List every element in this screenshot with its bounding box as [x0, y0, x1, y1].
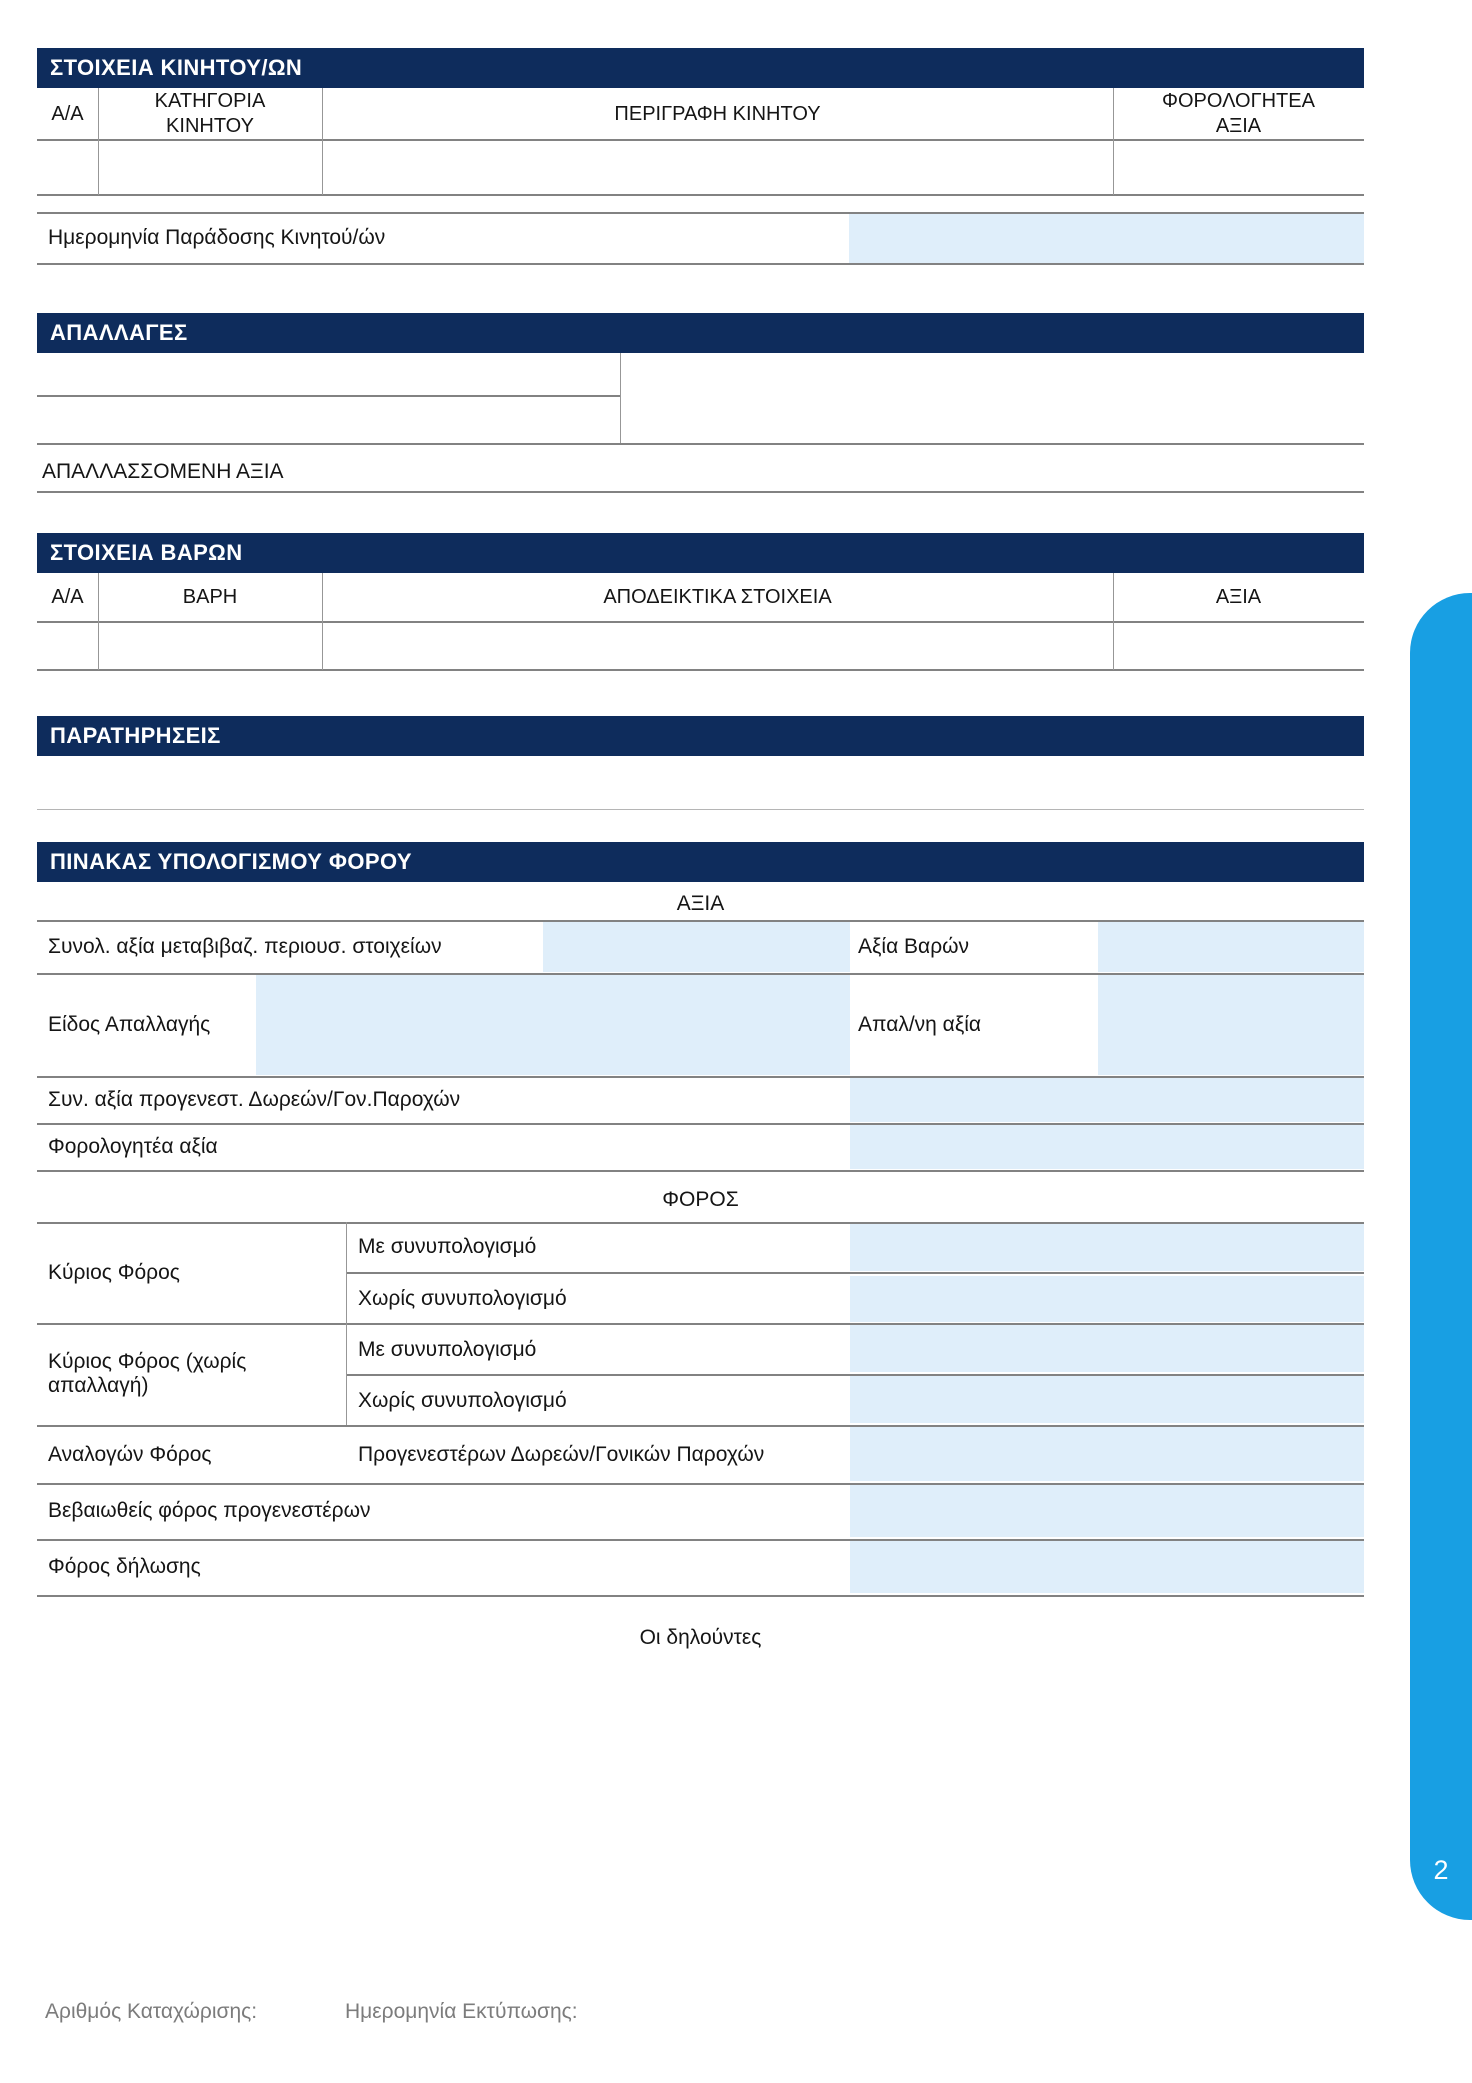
main-tax-with-field[interactable] [850, 1224, 1364, 1271]
total-value-field[interactable] [543, 922, 850, 972]
divider-line [346, 1222, 347, 1425]
burdens-cell-burden[interactable] [98, 623, 322, 669]
total-value-label: Συνολ. αξία μεταβιβαζ. περιουσ. στοιχείων [48, 934, 442, 958]
page-number: 2 [1433, 1855, 1449, 1885]
main-tax-without-label: Χωρίς συνυπολογισμό [358, 1286, 567, 1310]
burdens-col-evidence: ΑΠΟΔΕΙΚΤΙΚΑ ΣΤΟΙΧΕΙΑ [603, 585, 832, 608]
movables-col-taxable-value: ΦΟΡΟΛΟΓΗΤΕΑ ΑΞΙΑ [1162, 90, 1315, 137]
section-header-movables [37, 48, 1364, 88]
divider-line [37, 621, 1364, 623]
divider-line [37, 973, 1364, 975]
divider-line [37, 809, 1364, 810]
movables-cell-description[interactable] [322, 141, 1113, 193]
burdens-col-value: ΑΞΙΑ [1215, 585, 1262, 608]
exemptions-cell-right[interactable] [621, 353, 1364, 443]
section-title: ΑΠΑΛΛΑΓΕΣ [50, 320, 188, 345]
section-title: ΣΤΟΙΧΕΙΑ ΚΙΝΗΤΟΥ/ΩΝ [50, 55, 303, 80]
burdens-cell-evidence[interactable] [322, 623, 1113, 669]
prior-donations-field[interactable] [850, 1078, 1364, 1122]
delivery-date-field[interactable] [849, 214, 1364, 263]
assessed-prior-tax-label: Βεβαιωθείς φόρος προγενεστέρων [48, 1499, 371, 1522]
main-tax-no-exemption-without-field[interactable] [850, 1376, 1364, 1423]
exempted-value-label: Απαλ/νη αξία [858, 1012, 982, 1036]
burdens-col-aa: Α/Α [51, 585, 84, 608]
remarks-area[interactable] [37, 756, 1364, 808]
main-tax-no-exemption-with-field[interactable] [850, 1325, 1364, 1372]
main-tax-without-field[interactable] [850, 1276, 1364, 1322]
main-tax-label: Κύριος Φόρος [48, 1260, 180, 1284]
burdens-cell-aa[interactable] [37, 623, 98, 669]
exemption-type-label: Είδος Απαλλαγής [48, 1012, 211, 1036]
burdens-cell-value[interactable] [1113, 623, 1364, 669]
main-tax-no-exemption-label: Κύριος Φόρος (χωρίς απαλλαγή) [48, 1350, 247, 1397]
exempted-value-field[interactable] [1098, 975, 1364, 1075]
main-tax-no-exemption-without-label: Χωρίς συνυπολογισμό [358, 1388, 567, 1412]
divider-line [37, 263, 1364, 265]
movables-cell-taxable-value[interactable] [1113, 141, 1364, 193]
declaration-tax-label: Φόρος δήλωσης [48, 1555, 201, 1578]
tax-section-heading: ΦΟΡΟΣ [662, 1188, 739, 1211]
movables-cell-category[interactable] [98, 141, 322, 193]
print-date-label: Ημερομηνία Εκτύπωσης: [345, 2000, 578, 2023]
main-tax-no-exemption-with-label: Με συνυπολογισμό [358, 1337, 537, 1361]
section-header-burdens [37, 533, 1364, 573]
proportional-tax-label: Αναλογών Φόρος [48, 1443, 212, 1466]
divider-line [37, 1539, 1364, 1541]
exemption-type-field[interactable] [256, 975, 850, 1075]
section-header-exemptions [37, 313, 1364, 353]
taxable-value-label: Φορολογητέα αξία [48, 1134, 218, 1158]
declarants-label: Οι δηλούντες [639, 1626, 762, 1649]
divider-line [37, 443, 1364, 445]
divider-line [37, 1595, 1364, 1597]
movables-cell-aa[interactable] [37, 141, 98, 193]
divider-line [37, 669, 1364, 671]
value-section-heading: ΑΞΙΑ [676, 892, 725, 915]
prior-donations-label: Συν. αξία προγενεστ. Δωρεών/Γον.Παροχών [48, 1087, 461, 1111]
assessed-prior-tax-field[interactable] [850, 1485, 1364, 1537]
divider-line [37, 1123, 1364, 1125]
section-header-remarks [37, 716, 1364, 756]
divider-line [37, 1222, 1364, 1224]
divider-line [37, 1170, 1364, 1172]
divider-line [37, 194, 1364, 196]
burden-value-field[interactable] [1098, 922, 1364, 972]
taxable-value-field[interactable] [850, 1125, 1364, 1169]
burden-value-label: Αξία Βαρών [858, 934, 970, 958]
main-tax-with-label: Με συνυπολογισμό [358, 1235, 537, 1258]
exemptions-cell-r2c1[interactable] [37, 397, 620, 443]
section-header-tax-calculation [37, 842, 1364, 882]
page-number-tab [1410, 593, 1472, 1920]
section-title: ΠΙΝΑΚΑΣ ΥΠΟΛΟΓΙΣΜΟΥ ΦΟΡΟΥ [50, 849, 412, 874]
movables-col-category: ΚΑΤΗΓΟΡΙΑ ΚΙΝΗΤΟΥ [154, 90, 266, 137]
proportional-tax-field[interactable] [850, 1427, 1364, 1481]
registration-number-label: Αριθμός Καταχώρισης: [45, 2000, 258, 2023]
declaration-tax-field[interactable] [850, 1541, 1364, 1593]
exemptions-cell-r1c1[interactable] [37, 353, 620, 396]
movables-col-aa: Α/Α [51, 102, 84, 125]
burdens-col-burden: ΒΑΡΗ [182, 585, 238, 608]
divider-line [620, 353, 621, 443]
divider-line [37, 395, 620, 397]
section-title: ΠΑΡΑΤΗΡΗΣΕΙΣ [50, 723, 221, 748]
proportional-tax-sublabel: Προγενεστέρων Δωρεών/Γονικών Παροχών [358, 1443, 765, 1466]
movables-col-description: ΠΕΡΙΓΡΑΦΗ ΚΙΝΗΤΟΥ [614, 102, 821, 125]
delivery-date-label: Ημερομηνία Παράδοσης Κινητού/ών [48, 225, 386, 249]
section-title: ΣΤΟΙΧΕΙΑ ΒΑΡΩΝ [50, 540, 243, 565]
exempt-value-label: ΑΠΑΛΛΑΣΣΟΜΕΝΗ ΑΞΙΑ [42, 460, 284, 483]
exempt-value-area[interactable] [320, 452, 1364, 492]
